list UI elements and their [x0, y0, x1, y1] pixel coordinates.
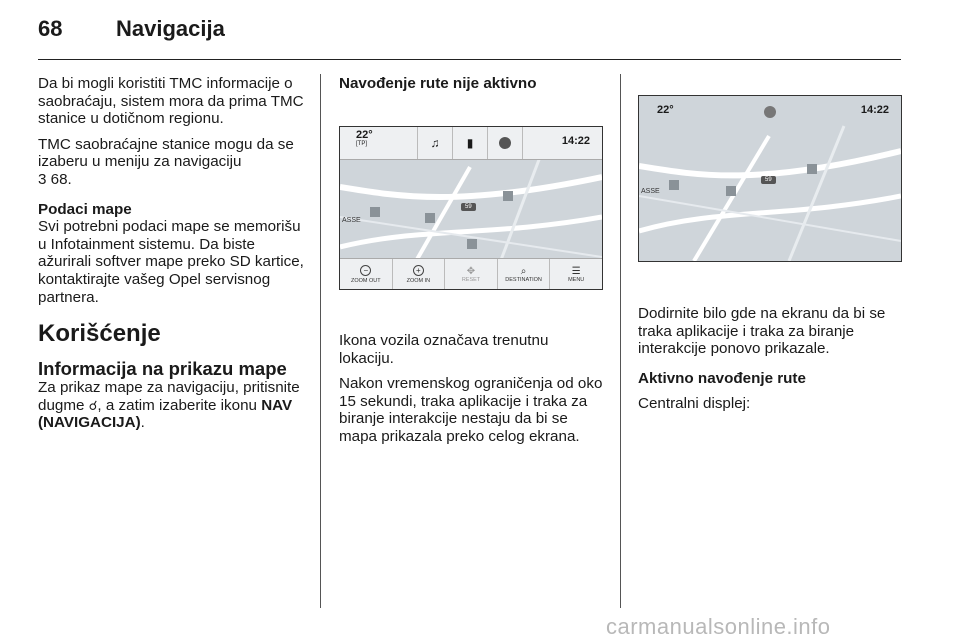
heading-route-active: Aktivno navođenje rute [638, 369, 806, 387]
road-badge-fullscreen: 59 [761, 176, 776, 184]
clock: 14:22 [561, 135, 590, 147]
menu-icon: ☰ [571, 265, 581, 277]
tp-indicator: [TP] [356, 141, 368, 147]
reset-button[interactable] [445, 259, 498, 289]
city-label-fullscreen: ASSE [641, 188, 660, 195]
nav-indicator-icon [764, 106, 776, 118]
status-cell [340, 127, 418, 159]
menu-button[interactable] [550, 259, 602, 289]
nav-button-icon: ☌ [88, 397, 98, 413]
nav-active-icon [499, 137, 511, 149]
paragraph-vehicle-icon: Ikona vozila označava trenutnu lokaciju. [339, 332, 549, 367]
app-bar [340, 127, 602, 160]
app-icon-nav[interactable] [488, 127, 523, 159]
heading-map-data: Podaci mape [38, 200, 132, 218]
nav-label: NAV (NAVIGACIJA) [38, 396, 293, 432]
page-title: Navigacija [116, 16, 225, 41]
paragraph-tmc-stations-text: TMC saobraćajne stanice mogu da se izaberu u meniju za navigaciju [38, 135, 294, 171]
heading-usage: Korišćenje [38, 320, 161, 348]
app-icon-music[interactable]: ♫ [418, 127, 453, 159]
app-icon-phone[interactable]: ▮ [453, 127, 488, 159]
heading-map-info: Informacija na prikazu mape [38, 358, 287, 380]
zoom-in-button[interactable] [393, 259, 446, 289]
page-reference: 3 68. [38, 170, 72, 188]
header-rule [38, 59, 901, 60]
paragraph-central-display: Centralni displej: [638, 395, 751, 413]
column-3-text [638, 305, 904, 421]
paragraph-end: . [140, 414, 145, 432]
paragraph-tmc: Da bi mogli koristiti TMC informacije o saobraćaju, sistem mora da prima TMC stanice u dotičnom regionu. [38, 75, 304, 128]
screenshot-map-inactive [339, 126, 603, 290]
plus-icon: + [413, 265, 424, 276]
time-cell [523, 127, 602, 159]
interaction-bar [340, 258, 602, 289]
column-divider-2 [620, 74, 621, 608]
paragraph-map-data: Svi potrebni podaci mape se memorišu u Infotainment sistemu. Da biste ažurirali softver mape preko SD kartice, kontaktirajte vašeg Opel servisnog partnera. [38, 218, 304, 306]
zoom-out-button[interactable] [340, 259, 393, 289]
paragraph-tmc-stations [38, 136, 310, 189]
menu-label: MENU [568, 276, 585, 283]
paragraph-timeout: Nakon vremenskog ograničenja od oko 15 sekundi, traka aplikacije i traka za biranje interakcije nestaju da bi se mapa prikazala preko celog ekrana. [339, 375, 603, 445]
zoom-out-label: ZOOM OUT [350, 277, 381, 284]
paragraph-touch-screen: Dodirnite bilo gde na ekranu da bi se traka aplikacije i traka za biranje interakcije ponovo prikazale. [638, 305, 886, 358]
city-label: ASSE [342, 217, 361, 224]
crosshair-icon: ✥ [466, 265, 476, 277]
page-number: 68 [38, 16, 63, 41]
column-divider-1 [320, 74, 321, 608]
zoom-in-label: ZOOM IN [406, 277, 431, 284]
column-2 [339, 75, 605, 101]
road-badge: 59 [461, 203, 476, 211]
watermark: carmanualsonline.info [606, 614, 831, 639]
clock-overlay: 14:22 [860, 104, 889, 116]
heading-route-inactive: Navođenje rute nije aktivno [339, 75, 537, 92]
screenshot-map-fullscreen [638, 95, 902, 262]
paragraph-map-display-b: , a zatim izaberite ikonu [97, 396, 257, 414]
paragraph-map-display [38, 379, 310, 432]
minus-icon: − [360, 265, 371, 276]
destination-button[interactable] [498, 259, 551, 289]
destination-label: DESTINATION [505, 276, 542, 283]
column-2-text [339, 332, 605, 454]
temperature: 22° [356, 129, 373, 141]
paragraph-map-display-a: Za prikaz mape za navigaciju, pritisnite dugme [38, 379, 300, 414]
search-icon: ⌕ [520, 265, 527, 277]
column-1 [38, 75, 310, 440]
reset-label: RESET [461, 276, 481, 283]
temperature-overlay: 22° [657, 104, 674, 116]
